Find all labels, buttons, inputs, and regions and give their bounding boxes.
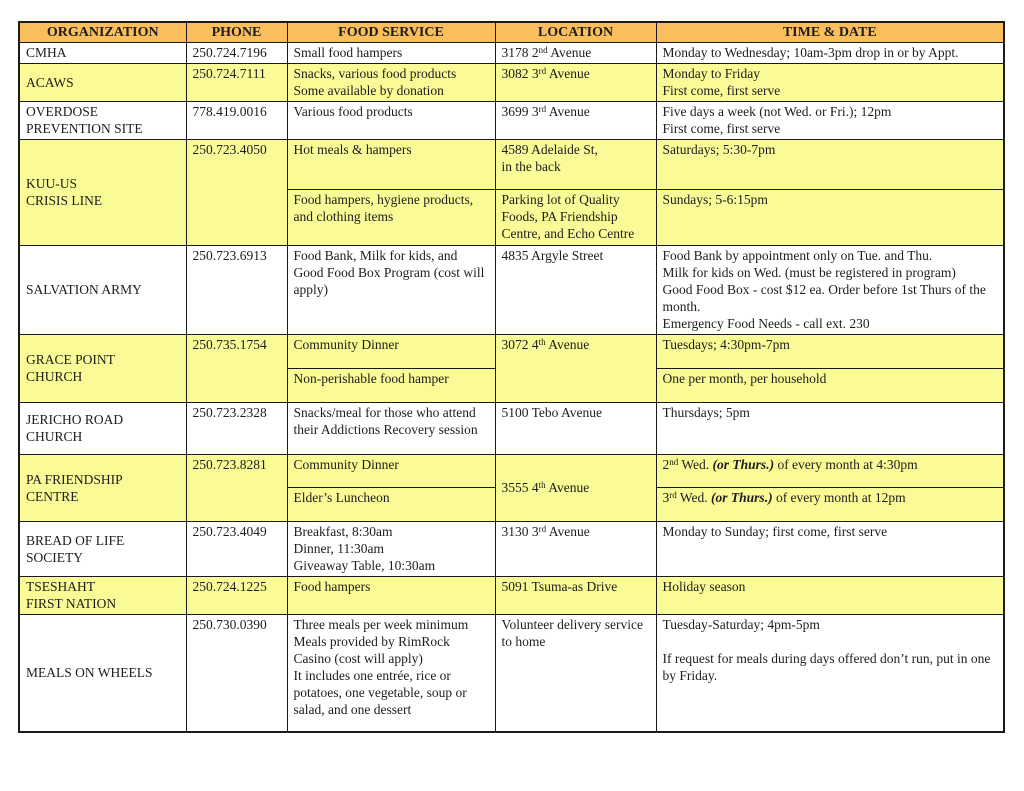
food-service-salvation-army: Food Bank, Milk for kids, and Good Food Box Program (cost will apply): [287, 246, 495, 335]
time-date-salvation-army: Food Bank by appointment only on Tue. and Thu. Milk for kids on Wed. (must be registered in program) Good Food Box - cost $12 ea. Order before 1st Thurs of the month. Emergency Food Needs - call ext. 230: [656, 246, 1004, 335]
table-row: [19, 403, 1004, 455]
org-name-cmha: CMHA: [19, 43, 186, 64]
table-row: [19, 43, 1004, 64]
org-name-kuu-us-crisis-line: KUU-US CRISIS LINE: [19, 140, 186, 246]
food-service-tseshaht-first-nation: Food hampers: [287, 577, 495, 615]
location-grace-point-church: 3072 4th Avenue: [495, 335, 656, 403]
location-pa-friendship-centre: 3555 4th Avenue: [495, 455, 656, 522]
org-name-meals-on-wheels: MEALS ON WHEELS: [19, 615, 186, 732]
time-date-tseshaht-first-nation: Holiday season: [656, 577, 1004, 615]
food-services-table: [18, 21, 1005, 733]
table-row: [19, 455, 1004, 488]
location-jericho-road-church: 5100 Tebo Avenue: [495, 403, 656, 455]
time-date-kuu-us-2: Sundays; 5-6:15pm: [656, 190, 1004, 246]
phone-cmha: 250.724.7196: [186, 43, 287, 64]
phone-overdose-prevention-site: 778.419.0016: [186, 102, 287, 140]
location-acaws: 3082 3rd Avenue: [495, 64, 656, 102]
org-name-jericho-road-church: JERICHO ROAD CHURCH: [19, 403, 186, 455]
location-salvation-army: 4835 Argyle Street: [495, 246, 656, 335]
org-name-overdose-prevention-site: OVERDOSE PREVENTION SITE: [19, 102, 186, 140]
time-date-grace-point-2: One per month, per household: [656, 369, 1004, 403]
phone-pa-friendship-centre: 250.723.8281: [186, 455, 287, 522]
time-date-acaws: Monday to Friday First come, first serve: [656, 64, 1004, 102]
phone-tseshaht-first-nation: 250.724.1225: [186, 577, 287, 615]
food-service-meals-on-wheels: Three meals per week minimum Meals provided by RimRock Casino (cost will apply) It includes one entrée, rice or potatoes, one vegetable, soup or salad, and one dessert: [287, 615, 495, 732]
phone-jericho-road-church: 250.723.2328: [186, 403, 287, 455]
col-header-organization: ORGANIZATION: [19, 22, 186, 43]
phone-salvation-army: 250.723.6913: [186, 246, 287, 335]
org-name-acaws: ACAWS: [19, 64, 186, 102]
phone-meals-on-wheels: 250.730.0390: [186, 615, 287, 732]
col-header-location: LOCATION: [495, 22, 656, 43]
food-service-grace-point-1: Community Dinner: [287, 335, 495, 369]
time-date-overdose-prevention-site: Five days a week (not Wed. or Fri.); 12pm First come, first serve: [656, 102, 1004, 140]
time-date-bread-of-life-society: Monday to Sunday; first come, first serve: [656, 522, 1004, 577]
phone-grace-point-church: 250.735.1754: [186, 335, 287, 403]
food-service-overdose-prevention-site: Various food products: [287, 102, 495, 140]
time-date-jericho-road-church: Thursdays; 5pm: [656, 403, 1004, 455]
phone-acaws: 250.724.7111: [186, 64, 287, 102]
org-name-pa-friendship-centre: PA FRIENDSHIP CENTRE: [19, 455, 186, 522]
org-name-grace-point-church: GRACE POINT CHURCH: [19, 335, 186, 403]
table-row: [19, 615, 1004, 732]
col-header-food-service: FOOD SERVICE: [287, 22, 495, 43]
location-bread-of-life-society: 3130 3rd Avenue: [495, 522, 656, 577]
phone-bread-of-life-society: 250.723.4049: [186, 522, 287, 577]
location-overdose-prevention-site: 3699 3rd Avenue: [495, 102, 656, 140]
table-row: [19, 522, 1004, 577]
table-row: [19, 335, 1004, 369]
col-header-phone: PHONE: [186, 22, 287, 43]
food-service-kuu-us-2: Food hampers, hygiene products, and clothing items: [287, 190, 495, 246]
org-name-salvation-army: SALVATION ARMY: [19, 246, 186, 335]
table-row: [19, 102, 1004, 140]
table-row: [19, 577, 1004, 615]
table-row: [19, 140, 1004, 190]
org-name-bread-of-life-society: BREAD OF LIFE SOCIETY: [19, 522, 186, 577]
org-name-tseshaht-first-nation: TSESHAHT FIRST NATION: [19, 577, 186, 615]
table-row: [19, 246, 1004, 335]
time-date-pa-friendship-2: 3rd Wed. (or Thurs.) of every month at 12pm: [656, 488, 1004, 522]
table-row: [19, 64, 1004, 102]
food-service-pa-friendship-2: Elder’s Luncheon: [287, 488, 495, 522]
location-kuu-us-1: 4589 Adelaide St, in the back: [495, 140, 656, 190]
location-cmha: 3178 2nd Avenue: [495, 43, 656, 64]
food-service-bread-of-life-society: Breakfast, 8:30am Dinner, 11:30am Giveaway Table, 10:30am: [287, 522, 495, 577]
location-meals-on-wheels: Volunteer delivery service to home: [495, 615, 656, 732]
col-header-time-date: TIME & DATE: [656, 22, 1004, 43]
time-date-pa-friendship-1: 2nd Wed. (or Thurs.) of every month at 4:30pm: [656, 455, 1004, 488]
food-service-grace-point-2: Non-perishable food hamper: [287, 369, 495, 403]
location-kuu-us-2: Parking lot of Quality Foods, PA Friendship Centre, and Echo Centre: [495, 190, 656, 246]
time-date-cmha: Monday to Wednesday; 10am-3pm drop in or by Appt.: [656, 43, 1004, 64]
header-row: [19, 22, 1004, 43]
location-tseshaht-first-nation: 5091 Tsuma-as Drive: [495, 577, 656, 615]
time-date-meals-on-wheels: Tuesday-Saturday; 4pm-5pm If request for meals during days offered don’t run, put in one by Friday.: [656, 615, 1004, 732]
food-services-document-page: [18, 21, 1005, 733]
food-service-kuu-us-1: Hot meals & hampers: [287, 140, 495, 190]
food-service-cmha: Small food hampers: [287, 43, 495, 64]
food-service-acaws: Snacks, various food products Some available by donation: [287, 64, 495, 102]
time-date-kuu-us-1: Saturdays; 5:30-7pm: [656, 140, 1004, 190]
phone-kuu-us-crisis-line: 250.723.4050: [186, 140, 287, 246]
food-service-pa-friendship-1: Community Dinner: [287, 455, 495, 488]
time-date-grace-point-1: Tuesdays; 4:30pm-7pm: [656, 335, 1004, 369]
food-service-jericho-road-church: Snacks/meal for those who attend their Addictions Recovery session: [287, 403, 495, 455]
